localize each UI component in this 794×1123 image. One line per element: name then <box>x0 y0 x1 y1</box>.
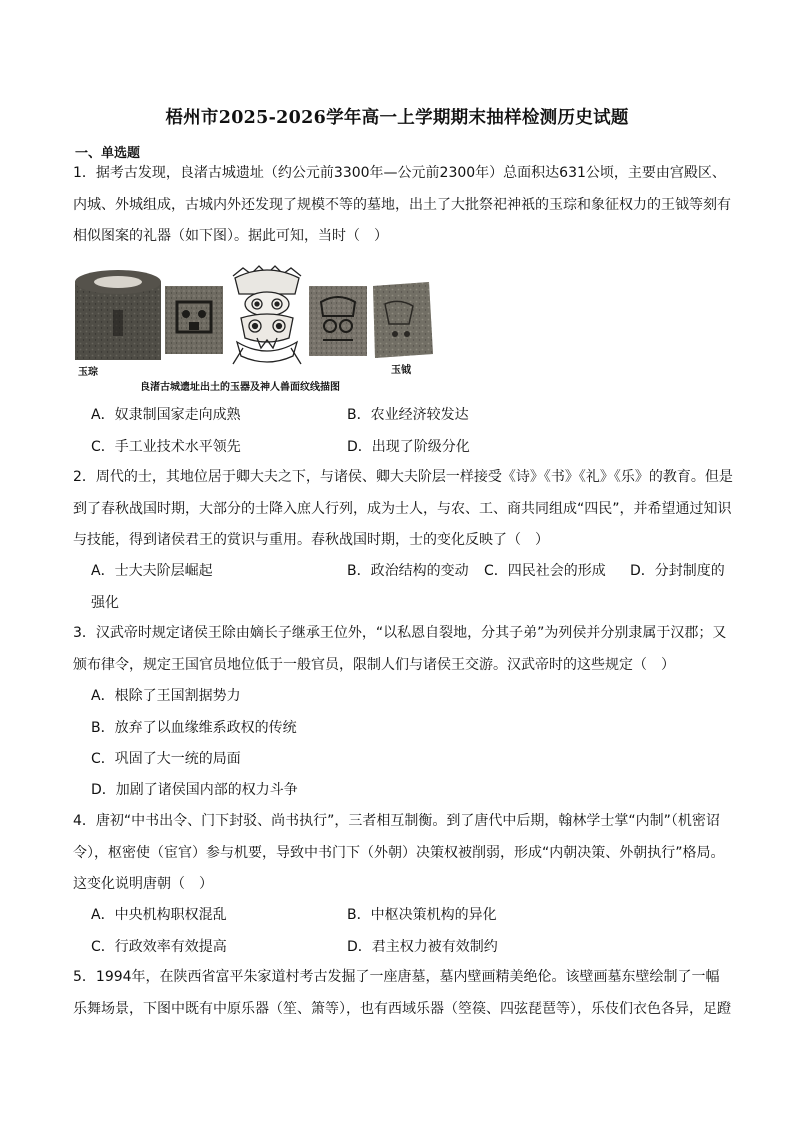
figure-caption: 良渚古城遗址出土的玉器及神人兽面纹线描图 <box>140 382 340 393</box>
section-heading: 一、单选题 <box>75 146 141 161</box>
question-4-stem: 4．唐初“中书出令、门下封驳、尚书执行”，三者相互制衡。到了唐代中后期，翰林学士掌“内制”（机密诏令），枢密使（宦官）参与机要，导致中书门下（外朝）决策权被削弱，形成“内朝决策、外朝执行”格局。这变化说明唐朝（ ） <box>73 813 725 892</box>
q1-option-a[interactable]: A．奴隶制国家走向成熟 <box>91 407 241 423</box>
question-1-stem: 1．据考古发现，良渚古城遗址（约公元前3300年—公元前2300年）总面积达631公顷，主要由宫殿区、内城、外城组成，古城内外还发现了规模不等的墓地，出土了大批祭祀神祇的玉琮和象征权力的王钺等刻有相似图案的礼器（如下图）。据此可知，当时（ ） <box>73 165 731 244</box>
question-2-stem: 2．周代的士，其地位居于卿大夫之下，与诸侯、卿大夫阶层一样接受《诗》《书》《礼》《乐》的教育。但是到了春秋战国时期，大部分的士降入庶人行列，成为士人，与农、工、商共同组成“四民”，并希望通过知识与技能，得到诸侯君王的赏识与重用。春秋战国时期，士的变化反映了（ ） <box>73 469 733 548</box>
q4-option-a[interactable]: A．中央机构职权混乱 <box>91 907 227 923</box>
q2-option-b[interactable]: B．政治结构的变动 <box>347 563 469 579</box>
q1-option-c[interactable]: C．手工业技术水平领先 <box>91 439 241 455</box>
page-title: 梧州市2025-2026学年高一上学期期末抽样检测历史试题 <box>165 108 629 128</box>
q1-option-d[interactable]: D．出现了阶级分化 <box>347 439 470 455</box>
q1-option-b[interactable]: B．农业经济较发达 <box>347 407 469 423</box>
jade-yue-image <box>373 282 433 358</box>
q4-option-b[interactable]: B．中枢决策机构的异化 <box>347 907 497 923</box>
q4-option-c[interactable]: C．行政效率有效提高 <box>91 939 227 955</box>
jade-artifacts-figure <box>73 264 435 392</box>
q3-option-c[interactable]: C．巩固了大一统的局面 <box>91 751 241 767</box>
q4-option-d[interactable]: D．君主权力被有效制约 <box>347 939 498 955</box>
q2-option-c[interactable]: C．四民社会的形成 <box>484 563 606 579</box>
q2-option-d-continued: 强化 <box>91 595 119 611</box>
deity-line-drawing <box>233 266 301 364</box>
q3-option-b[interactable]: B．放弃了以血缘维系政权的传统 <box>91 720 297 736</box>
q3-option-d[interactable]: D．加剧了诸侯国内部的权力斗争 <box>91 782 298 798</box>
carved-panel-image <box>309 286 367 356</box>
figure-label-cong: 玉琮 <box>78 367 98 378</box>
jade-cong-image <box>75 270 161 360</box>
figure-label-yue: 玉钺 <box>391 365 411 376</box>
q2-option-d[interactable]: D．分封制度的 <box>630 563 725 579</box>
question-3-stem: 3．汉武帝时规定诸侯王除由嫡长子继承王位外，“以私恩自裂地，分其子弟”为列侯并分别隶属于汉郡；又颁布律令，规定王国官员地位低于一般官员，限制人们与诸侯王交游。汉武帝时的这些规定（ ） <box>73 625 727 673</box>
question-5-stem: 5．1994年，在陕西省富平朱家道村考古发掘了一座唐墓，墓内壁画精美绝伦。该壁画墓东壁绘制了一幅乐舞场景，下图中既有中原乐器（笙、箫等），也有西域乐器（箜篌、四弦琵琶等），乐伎们衣色各异，足蹬 <box>73 969 731 1017</box>
carved-face-image <box>165 286 223 354</box>
q2-option-a[interactable]: A．士大夫阶层崛起 <box>91 563 213 579</box>
q3-option-a[interactable]: A．根除了王国割据势力 <box>91 688 241 704</box>
